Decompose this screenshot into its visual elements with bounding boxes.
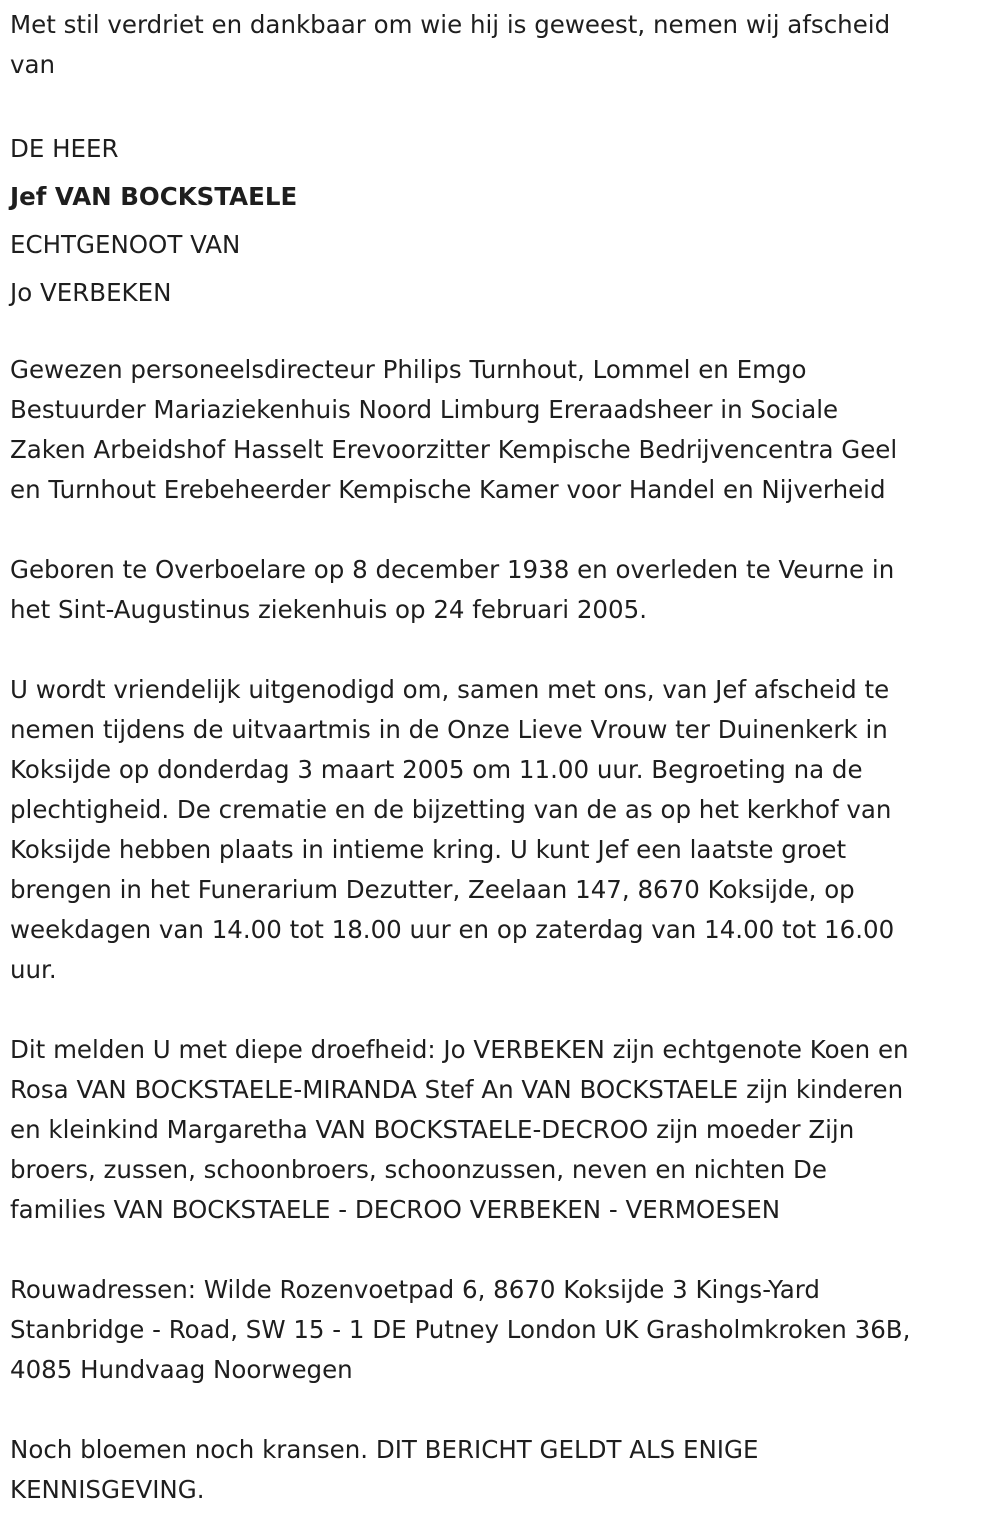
relation-label: ECHTGENOOT VAN [10,230,241,259]
text-line: Stanbridge - Road, SW 15 - 1 DE Putney London UK Grasholmkroken 36B, [10,1315,911,1344]
text-line: U wordt vriendelijk uitgenodigd om, samen met ons, van Jef afscheid te [10,675,890,704]
text-line: Dit melden U met diepe droefheid: Jo VERBEKEN zijn echtgenote Koen en [10,1035,909,1064]
birth-death-paragraph [10,550,1000,630]
text-line: Koksijde hebben plaats in intieme kring. U kunt Jef een laatste groet [10,835,847,864]
text-line: brengen in het Funerarium Dezutter, Zeelaan 147, 8670 Koksijde, op [10,875,855,904]
career-paragraph [10,350,1000,510]
addresses-paragraph [10,1270,1000,1390]
honorific: DE HEER [10,134,119,163]
intro-paragraph [10,5,1000,85]
deceased-name: Jef VAN BOCKSTAELE [10,182,298,211]
text-line: broers, zussen, schoonbroers, schoonzussen, neven en nichten De [10,1155,827,1184]
family-paragraph [10,1030,1000,1230]
text-line: van [10,50,56,79]
text-line: Geboren te Overboelare op 8 december 1938 en overleden te Veurne in [10,555,895,584]
text-line: Gewezen personeelsdirecteur Philips Turnhout, Lommel en Emgo [10,355,807,384]
text-line: Noch bloemen noch kransen. DIT BERICHT GELDT ALS ENIGE [10,1435,759,1464]
text-line: nemen tijdens de uitvaartmis in de Onze Lieve Vrouw ter Duinenkerk in [10,715,888,744]
text-line: en Turnhout Erebeheerder Kempische Kamer voor Handel en Nijverheid [10,475,886,504]
text-line: Rouwadressen: Wilde Rozenvoetpad 6, 8670 Koksijde 3 Kings-Yard [10,1275,820,1304]
text-line: en kleinkind Margaretha VAN BOCKSTAELE-DECROO zijn moeder Zijn [10,1115,855,1144]
text-line: families VAN BOCKSTAELE - DECROO VERBEKEN - VERMOESEN [10,1195,781,1224]
spouse-name: Jo VERBEKEN [10,278,172,307]
funeral-paragraph [10,670,1000,990]
text-line: Bestuurder Mariaziekenhuis Noord Limburg Ereraadsheer in Sociale [10,395,839,424]
text-line: KENNISGEVING. [10,1475,205,1504]
deceased-header [10,125,1000,317]
text-line: 4085 Hundvaag Noorwegen [10,1355,353,1384]
text-line: Met stil verdriet en dankbaar om wie hij is geweest, nemen wij afscheid [10,10,891,39]
text-line: weekdagen van 14.00 tot 18.00 uur en op zaterdag van 14.00 tot 16.00 [10,915,895,944]
text-line: uur. [10,955,57,984]
text-line: Zaken Arbeidshof Hasselt Erevoorzitter Kempische Bedrijvencentra Geel [10,435,898,464]
closing-paragraph [10,1430,1000,1510]
text-line: plechtigheid. De crematie en de bijzetting van de as op het kerkhof van [10,795,892,824]
text-line: Koksijde op donderdag 3 maart 2005 om 11.00 uur. Begroeting na de [10,755,863,784]
text-line: Rosa VAN BOCKSTAELE-MIRANDA Stef An VAN BOCKSTAELE zijn kinderen [10,1075,904,1104]
text-line: het Sint-Augustinus ziekenhuis op 24 februari 2005. [10,595,647,624]
